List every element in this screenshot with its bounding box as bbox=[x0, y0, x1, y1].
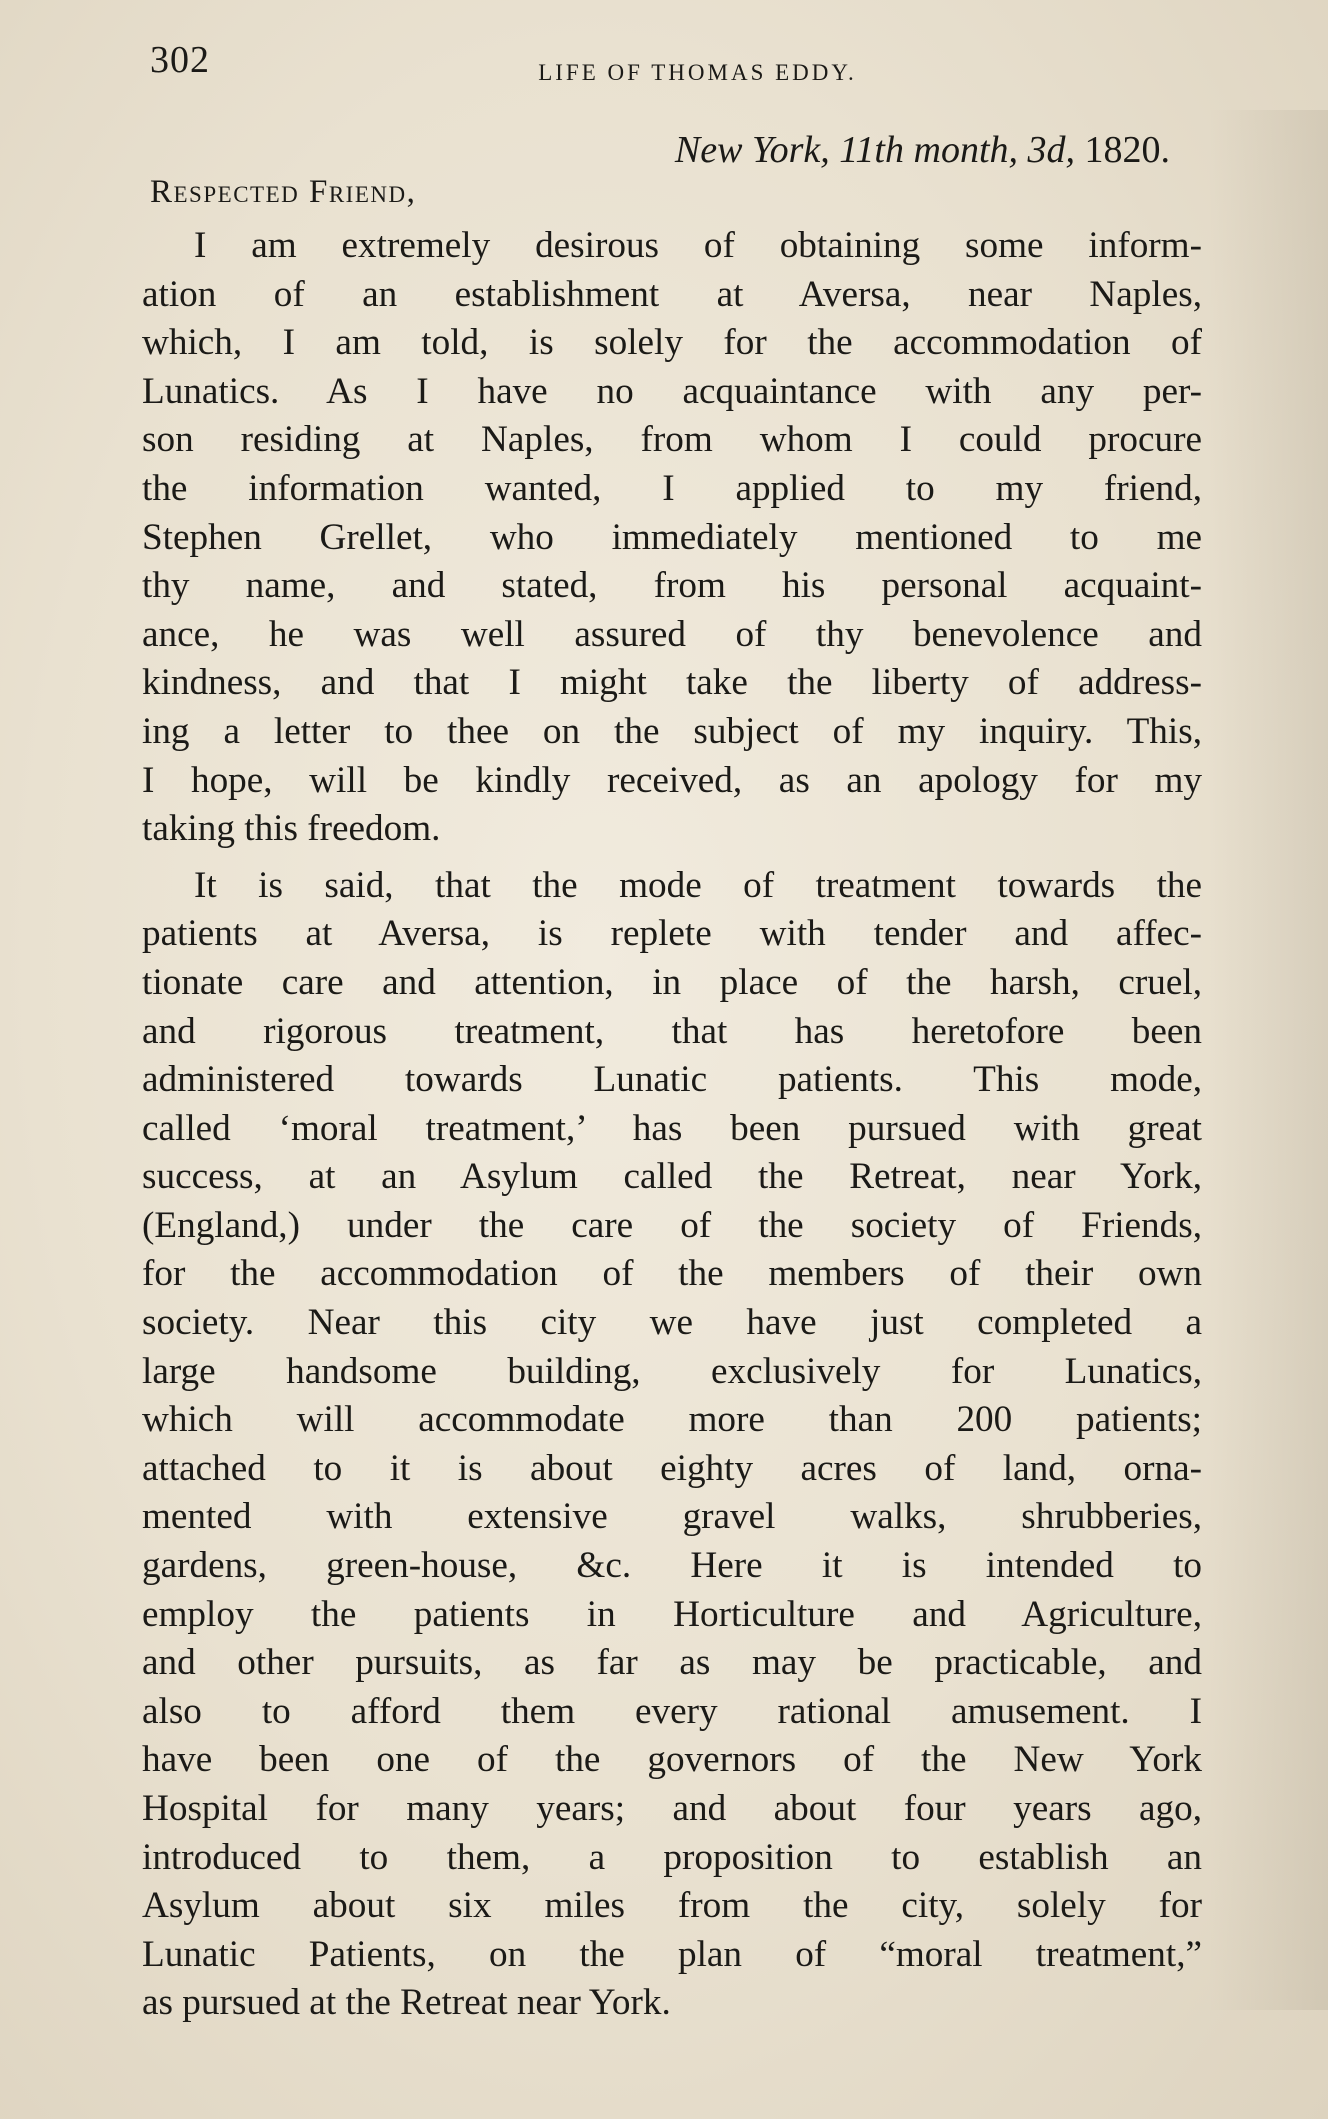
text-line: ation of an establishment at Aversa, near Naples, bbox=[142, 273, 1202, 315]
letter-dateline bbox=[675, 128, 1170, 172]
dateline-day: 11th bbox=[839, 129, 904, 171]
text-line: success, at an Asylum called the Retreat, near York, bbox=[142, 1156, 1202, 1198]
text-line: Lunatic Patients, on the plan of “moral treatment,” bbox=[142, 1933, 1202, 1975]
text-line: as pursued at the Retreat near York. bbox=[142, 1982, 671, 2024]
text-line: thy name, and stated, from his personal acquaint- bbox=[142, 565, 1202, 607]
text-line: Asylum about six miles from the city, solely for bbox=[142, 1885, 1202, 1927]
text-line: patients at Aversa, is replete with tender and affec- bbox=[142, 913, 1202, 955]
page-header bbox=[150, 38, 1205, 98]
text-line: employ the patients in Horticulture and Agriculture, bbox=[142, 1593, 1202, 1635]
text-line: taking this freedom. bbox=[142, 808, 441, 850]
text-line: called ‘moral treatment,’ has been pursued with great bbox=[142, 1107, 1202, 1149]
dateline-date: 3d, bbox=[1027, 129, 1075, 171]
dateline-year: 1820. bbox=[1084, 129, 1170, 171]
text-line: society. Near this city we have just completed a bbox=[142, 1302, 1202, 1344]
text-line: tionate care and attention, in place of the harsh, cruel, bbox=[142, 961, 1202, 1003]
page-edge-shading bbox=[1208, 110, 1328, 2010]
text-line: attached to it is about eighty acres of land, orna- bbox=[142, 1447, 1202, 1489]
running-title: LIFE OF THOMAS EDDY. bbox=[538, 60, 857, 85]
paragraph-gap bbox=[142, 854, 1202, 862]
text-line: kindness, and that I might take the liberty of address- bbox=[142, 662, 1202, 704]
text-line: It is said, that the mode of treatment towards the bbox=[194, 864, 1202, 906]
text-line: introduced to them, a proposition to establish an bbox=[142, 1836, 1202, 1878]
text-line: I am extremely desirous of obtaining some inform- bbox=[194, 225, 1202, 266]
text-line: ance, he was well assured of thy benevolence and bbox=[142, 613, 1202, 655]
text-line: mented with extensive gravel walks, shrubberies, bbox=[142, 1496, 1202, 1538]
text-line: which, I am told, is solely for the accommodation of bbox=[142, 322, 1202, 364]
text-line: and rigorous treatment, that has heretofore been bbox=[142, 1010, 1202, 1052]
text-line: (England,) under the care of the society of Friends, bbox=[142, 1204, 1202, 1246]
text-line: ing a letter to thee on the subject of my inquiry. This, bbox=[142, 710, 1202, 752]
text-line: and other pursuits, as far as may be practicable, and bbox=[142, 1642, 1202, 1684]
letter-body bbox=[142, 222, 1202, 2028]
text-line: administered towards Lunatic patients. This mode, bbox=[142, 1059, 1202, 1101]
text-line: which will accommodate more than 200 patients; bbox=[142, 1399, 1202, 1441]
text-line: son residing at Naples, from whom I could procure bbox=[142, 419, 1202, 461]
text-line: the information wanted, I applied to my friend, bbox=[142, 467, 1202, 509]
text-line: also to afford them every rational amusement. I bbox=[142, 1690, 1202, 1732]
letter-salutation: Respected Friend, bbox=[150, 174, 417, 210]
page-number: 302 bbox=[150, 39, 210, 81]
text-line: gardens, green-house, &c. Here it is intended to bbox=[142, 1545, 1202, 1587]
dateline-place: New York, bbox=[674, 129, 830, 171]
text-line: for the accommodation of the members of their own bbox=[142, 1253, 1202, 1295]
dateline-month: month, bbox=[913, 129, 1018, 171]
text-line: Lunatics. As I have no acquaintance with any per- bbox=[142, 370, 1202, 412]
text-line: large handsome building, exclusively for Lunatics, bbox=[142, 1350, 1202, 1392]
text-line: have been one of the governors of the New York bbox=[142, 1739, 1202, 1781]
text-line: I hope, will be kindly received, as an apology for my bbox=[142, 759, 1202, 801]
text-line: Hospital for many years; and about four years ago, bbox=[142, 1788, 1202, 1829]
text-line: Stephen Grellet, who immediately mentioned to me bbox=[142, 516, 1202, 558]
